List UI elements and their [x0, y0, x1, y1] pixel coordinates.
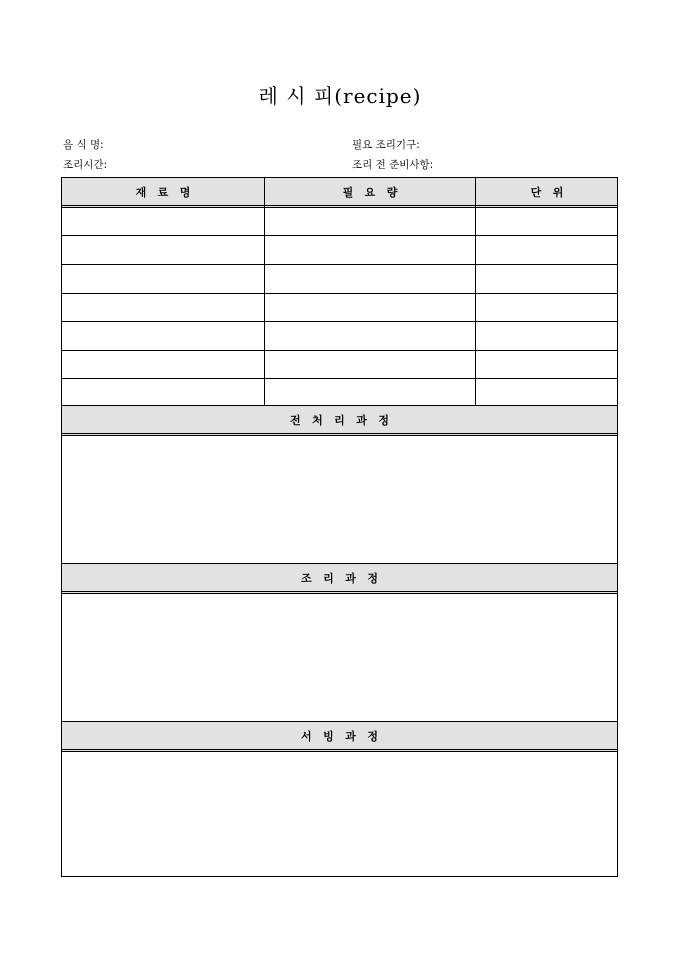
- dish-name-label: 음 식 명:: [63, 139, 104, 151]
- preprocess-area[interactable]: [62, 436, 617, 563]
- col-ingredient-name: 재 료 명: [135, 185, 191, 199]
- cooking-area[interactable]: [62, 594, 617, 721]
- ingredients-header: [62, 178, 617, 208]
- cooking-title: 조 리 과 정: [301, 571, 378, 585]
- cook-time-label: 조리시간:: [63, 159, 108, 171]
- table-row-divider: [62, 321, 617, 322]
- ingredients-body: [62, 208, 617, 406]
- table-row-divider: [62, 378, 617, 379]
- table-row-divider: [62, 293, 617, 294]
- cooking-header: [62, 563, 617, 594]
- tools-label: 필요 조리기구:: [352, 139, 420, 151]
- serving-area[interactable]: [62, 752, 617, 876]
- preprocess-header: [62, 405, 617, 436]
- prep-label: 조리 전 준비사항:: [352, 159, 434, 171]
- serving-header: [62, 721, 617, 752]
- serving-title: 서 빙 과 정: [301, 729, 378, 743]
- column-divider: [264, 178, 265, 405]
- table-row-divider: [62, 350, 617, 351]
- table-row-divider: [62, 264, 617, 265]
- column-divider: [475, 178, 476, 405]
- table-row-divider: [62, 235, 617, 236]
- col-unit: 단 위: [530, 185, 564, 199]
- col-amount: 필 요 량: [342, 185, 398, 199]
- preprocess-title: 전 처 리 과 정: [289, 413, 390, 427]
- page-title: 레 시 피(recipe): [258, 84, 422, 108]
- recipe-form: [61, 177, 618, 877]
